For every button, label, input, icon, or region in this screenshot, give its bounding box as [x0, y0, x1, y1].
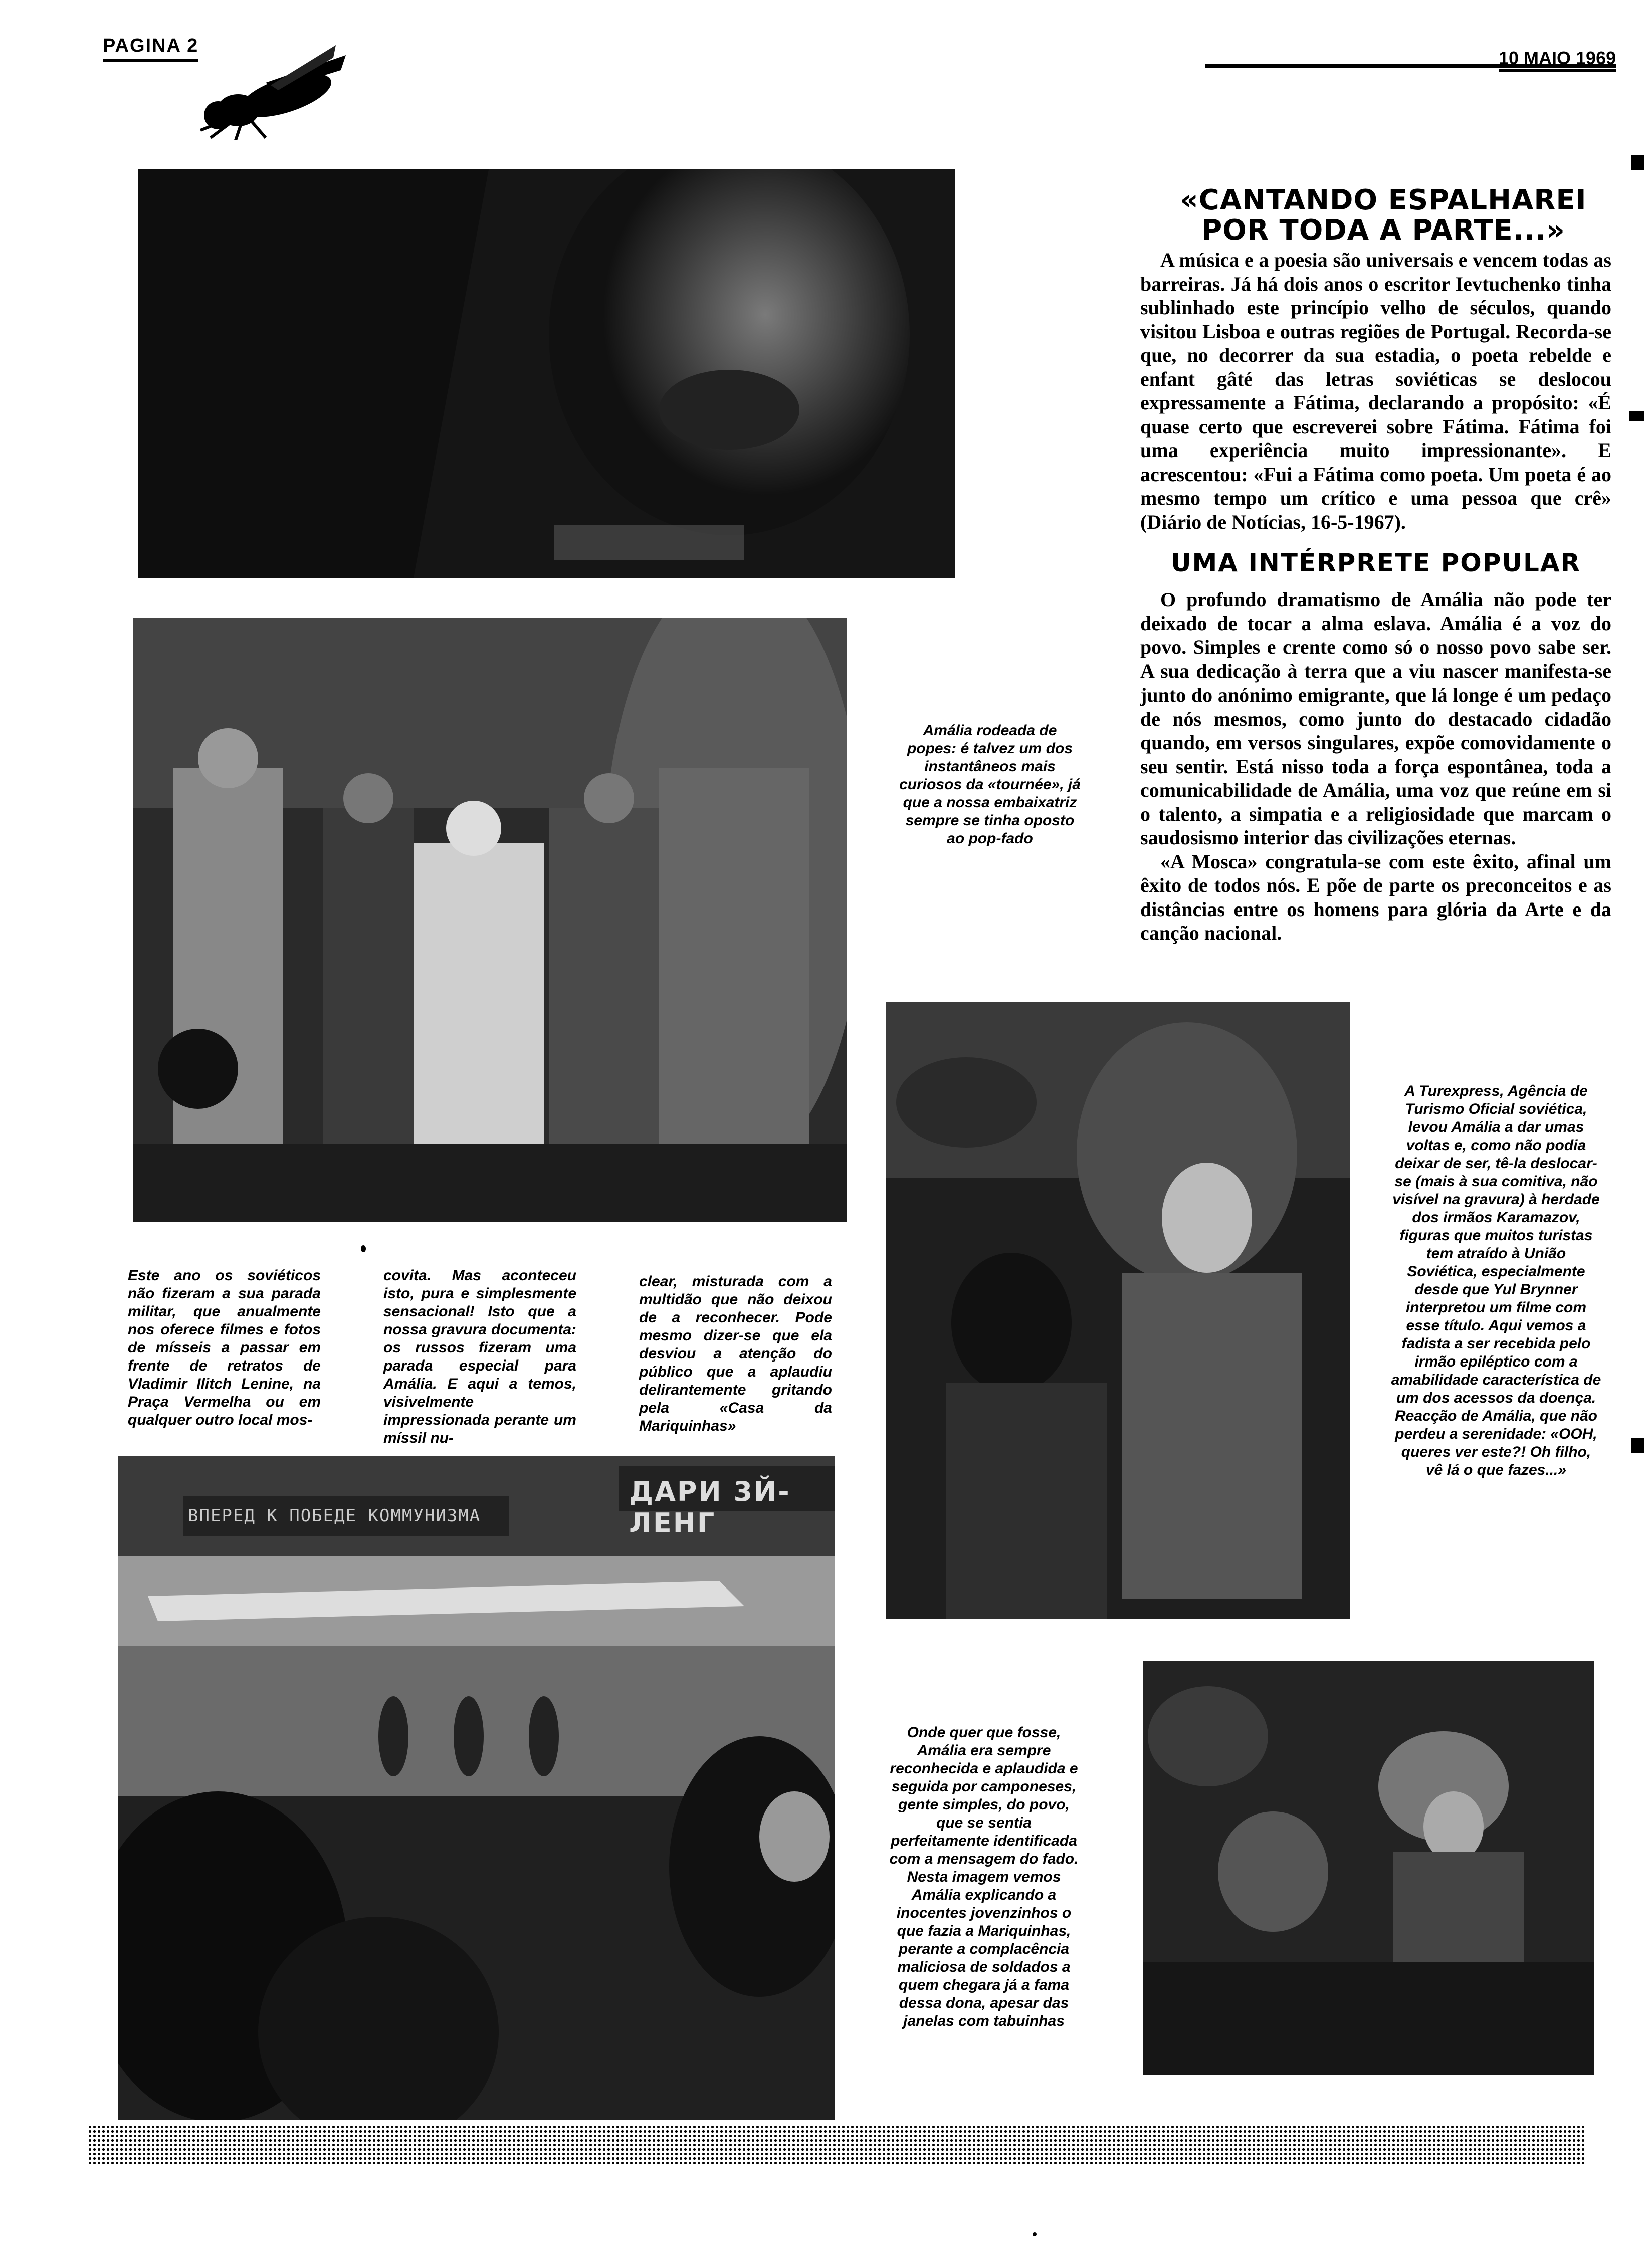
article-title	[1168, 185, 1599, 246]
photo-turexpress	[886, 1002, 1350, 1619]
halftone-strip	[88, 2125, 1586, 2166]
issue-date: 10 MAIO 1969	[1499, 48, 1616, 72]
caption-soldiers: Onde quer que fosse, Amália era sempre reconhecida e aplaudida e seguida por camponeses, gente simples, do povo, que se sentia perfeitamente identificada com a mensagem do fado. Nesta imagem vemos Amália explicando a inocentes jovenzinhos o que fazia a Mariquinhas, perante a complacência maliciosa de soldados a quem chegara já a fama dessa dona, apesar das janelas com tabuinhas	[889, 1724, 1079, 2029]
caption-parade-col3: clear, misturada com a multidão que não deixou de a reconhecer. Pode mesmo dizer-se que ela desviou a atenção do público que a aplaudiu delirantemente gritando pela «Casa da Mariquinhas»	[639, 1273, 832, 1434]
article-title-line2: POR TODA A PARTE...»	[1201, 214, 1565, 247]
caption-turexpress: A Turexpress, Agência de Turismo Oficial soviética, levou Amália a dar umas voltas e, como não podia deixar de ser, tê-la deslocar-se (mais à sua comitiva, não visível na gravura) à herdade dos irmãos Karamazov, figuras que muitos turistas tem atraído à União Soviética, especialmente desde que Yul Brynner interpretou um filme com esse título. Aqui vemos a fadista a ser recebida pelo irmão epiléptico com a amabilidade característica de um dos acessos da doença. Reacção de Amália, que não perdeu a serenidade: «OOH, queres ver este?! Oh filho, vê lá o que fazes...»	[1391, 1083, 1601, 1478]
photo-parade	[118, 1456, 835, 2120]
scan-mark	[1631, 155, 1644, 170]
article-title-line1: «CANTANDO ESPALHAREI	[1180, 184, 1587, 216]
scan-mark	[1629, 411, 1644, 421]
caption-popes: Amália rodeada de popes: é talvez um dos instantâneos mais curiosos da «tournée», já que a nossa embaixatriz sempre se tinha oposto ao pop-fado	[899, 722, 1081, 847]
scan-mark	[1631, 1438, 1644, 1453]
page-number: PAGINA 2	[103, 35, 198, 62]
scan-speck	[361, 1245, 366, 1252]
photo-popes	[133, 618, 847, 1222]
caption-parade-col2: covita. Mas aconteceu isto, pura e simplesmente sensacional! Isto que a nossa gravura documenta: os russos fizeram uma parada especial para Amália. E aqui a temos, visivelmente impressionada perante um míssil nu-	[383, 1267, 576, 1446]
article-paragraph: A música e a poesia são universais e vencem todas as barreiras. Já há dois anos o escritor Ievtuchenko tinha sublinhado este princípio velho de séculos, quando visitou Lisboa e outras regiões de Portugal. Recorda-se que, no decorrer da sua estadia, o poeta rebelde e enfant gâté das letras soviéticas se deslocou expressamente a Fátima, declarando a propósito: «É quase certo que escreverei sobre Fátima. Fátima foi uma experiência muito impressionante». E acrescentou: «Fui a Fátima como poeta. Um poeta é ao mesmo tempo um crítico e uma pessoa que crê» (Diário de Notícias, 16-5-1967).	[1140, 249, 1611, 533]
photo-soldiers	[1143, 1661, 1594, 2075]
article-paragraph: «A Mosca» congratula-se com este êxito, afinal um êxito de todos nós. E põe de parte os preconceitos e as distâncias entre os homens para glória da Arte e da canção nacional.	[1140, 850, 1611, 944]
caption-parade-col1: Este ano os soviéticos não fizeram a sua parada militar, que anualmente nos oferece filmes e fotos de mísseis a passar em frente de retratos de Vladimir Ilitch Lenine, na Praça Vermelha ou em qualquer outro local mos-	[128, 1267, 321, 1428]
article-subheading: UMA INTÉRPRETE POPULAR	[1170, 548, 1581, 577]
scan-speck	[1033, 2232, 1037, 2236]
article-paragraph: O profundo dramatismo de Amália não pode ter deixado de tocar a alma eslava. Amália é a voz do povo. Simples e crente como só o nosso povo sabe ser. A sua dedicação à terra que a viu nascer manifesta-se junto do anónimo emigrante, que lá longe é um pedaço de nós mesmos, como junto do destacado cidadão quando, em versos singulares, expõe comovidamente o seu sentir. Está nisso toda a força espontânea, toda a comunicabilidade de Amália, uma voz que reúne em si o talento, a simpatia e a religiosidade que marcam o saudosismo interior das civilizações eternas.	[1140, 588, 1611, 849]
photo-portrait	[138, 169, 955, 578]
banner-right-text: ДАРИ 3Й-ЛЕНГ	[629, 1476, 791, 1539]
banner-left-text: ВПЕРЕД К ПОБЕДЕ КОММУНИЗМА	[188, 1506, 481, 1526]
fly-icon	[190, 35, 356, 140]
article-body	[1140, 248, 1611, 945]
